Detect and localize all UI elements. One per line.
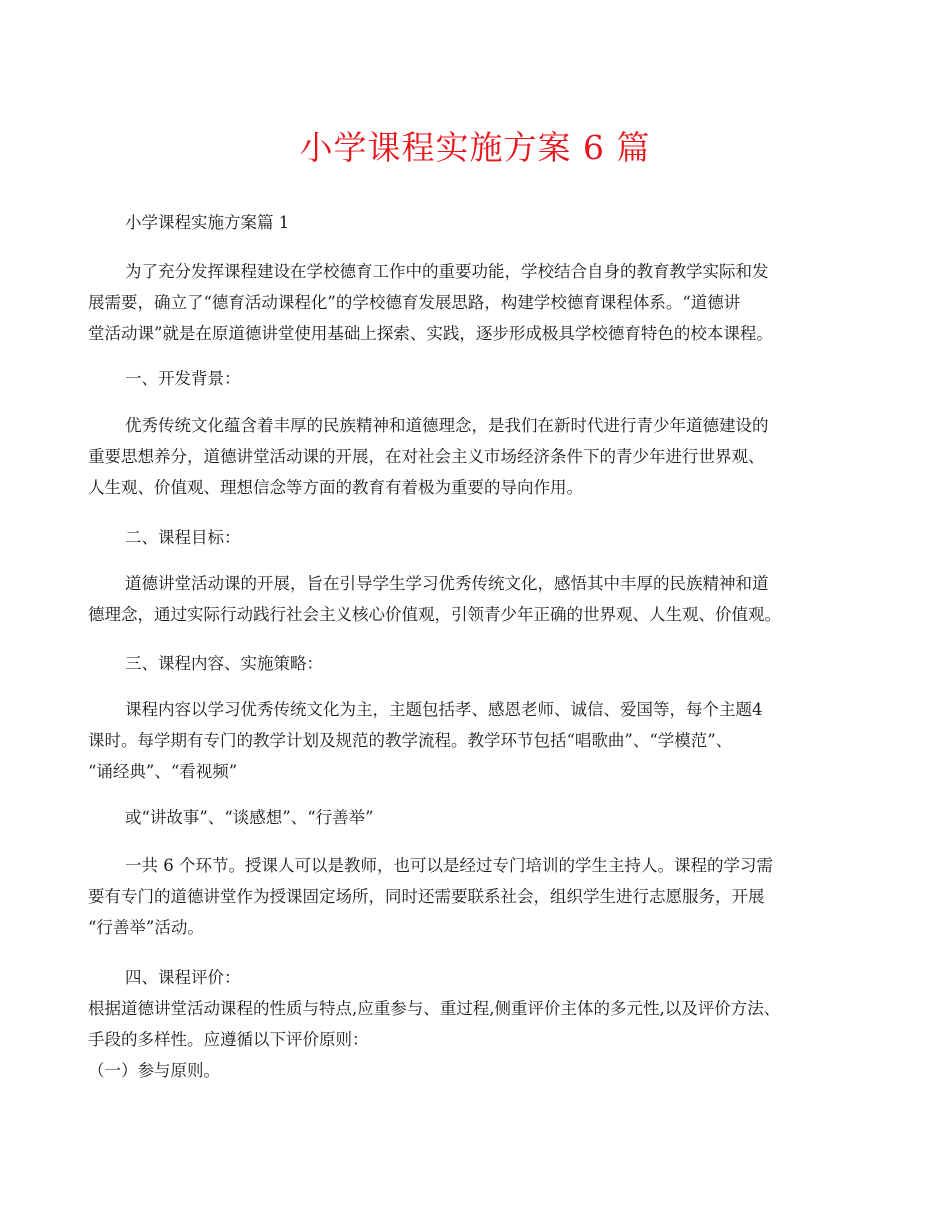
subtitle-block bbox=[88, 207, 872, 238]
paragraph-line: 优秀传统文化蕴含着丰厚的民族精神和道德理念，是我们在新时代进行青少年道德建设的 bbox=[125, 416, 769, 435]
paragraph-line: 根据道德讲堂活动课程的性质与特点,应重参与、重过程,侧重评价主体的多元性,以及评价方法、 bbox=[88, 999, 781, 1018]
paragraph-line: 重要思想养分，道德讲堂活动课的开展，在对社会主义市场经济条件下的青少年进行世界观、 bbox=[88, 447, 765, 466]
section-heading-block bbox=[88, 962, 872, 993]
document-title: 小学课程实施方案 6 篇 bbox=[299, 128, 651, 167]
background-paragraph bbox=[88, 410, 872, 503]
section-heading-block bbox=[88, 522, 872, 553]
paragraph-line: 课时。每学期有专门的教学计划及规范的教学流程。教学环节包括“唱歌曲”、“学模范”、 bbox=[88, 731, 733, 750]
paragraph-line: 德理念，通过实际行动践行社会主义核心价值观，引领青少年正确的世界观、人生观、价值观。 bbox=[88, 605, 781, 624]
paragraph-line: “诵经典”、“看视频” bbox=[88, 762, 238, 781]
paragraph-line: 课程内容以学习优秀传统文化为主，主题包括孝、感恩老师、诚信、爱国等，每个主题4 bbox=[125, 700, 763, 719]
evaluation-paragraph bbox=[88, 993, 872, 1086]
paragraph-line: 人生观、价值观、理想信念等方面的教育有着极为重要的导向作用。 bbox=[88, 478, 583, 497]
paragraph-line: 一共 6 个环节。授课人可以是教师，也可以是经过专门培训的学生主持人。课程的学习需 bbox=[125, 856, 773, 875]
section-heading-block bbox=[88, 363, 872, 394]
intro-paragraph bbox=[88, 256, 872, 349]
paragraph-line: 要有专门的道德讲堂作为授课固定场所，同时还需要联系社会，组织学生进行志愿服务，开展 bbox=[88, 887, 765, 906]
paragraph-line: “行善举”活动。 bbox=[88, 918, 204, 937]
content-paragraph bbox=[88, 694, 872, 787]
section-heading: 二、课程目标： bbox=[125, 528, 241, 547]
goals-paragraph bbox=[88, 568, 872, 630]
section-heading: 四、课程评价： bbox=[125, 968, 241, 987]
section-heading-block bbox=[88, 648, 872, 679]
content-extra-block bbox=[88, 802, 872, 833]
paragraph-line: 道德讲堂活动课的开展，旨在引导学生学习优秀传统文化，感悟其中丰厚的民族精神和道 bbox=[125, 574, 769, 593]
section-heading: 一、开发背景： bbox=[125, 369, 241, 388]
paragraph-line: 展需要，确立了“德育活动课程化”的学校德育发展思路，构建学校德育课程体系。“道德讲 bbox=[88, 293, 741, 312]
steps-paragraph bbox=[88, 850, 872, 943]
paragraph-line: 为了充分发挥课程建设在学校德育工作中的重要功能，学校结合自身的教育教学实际和发 bbox=[125, 262, 769, 281]
paragraph-line: 或“讲故事”、“谈感想”、“行善举” bbox=[125, 808, 374, 827]
paragraph-line: 堂活动课”就是在原道德讲堂使用基础上探索、实践，逐步形成极具学校德育特色的校本课程。 bbox=[88, 324, 773, 343]
section-heading: 三、课程内容、实施策略： bbox=[125, 654, 323, 673]
paragraph-line: 手段的多样性。应遵循以下评价原则： bbox=[88, 1030, 369, 1049]
section-subtitle: 小学课程实施方案篇 1 bbox=[125, 213, 290, 232]
list-item: （一）参与原则。 bbox=[88, 1061, 220, 1080]
